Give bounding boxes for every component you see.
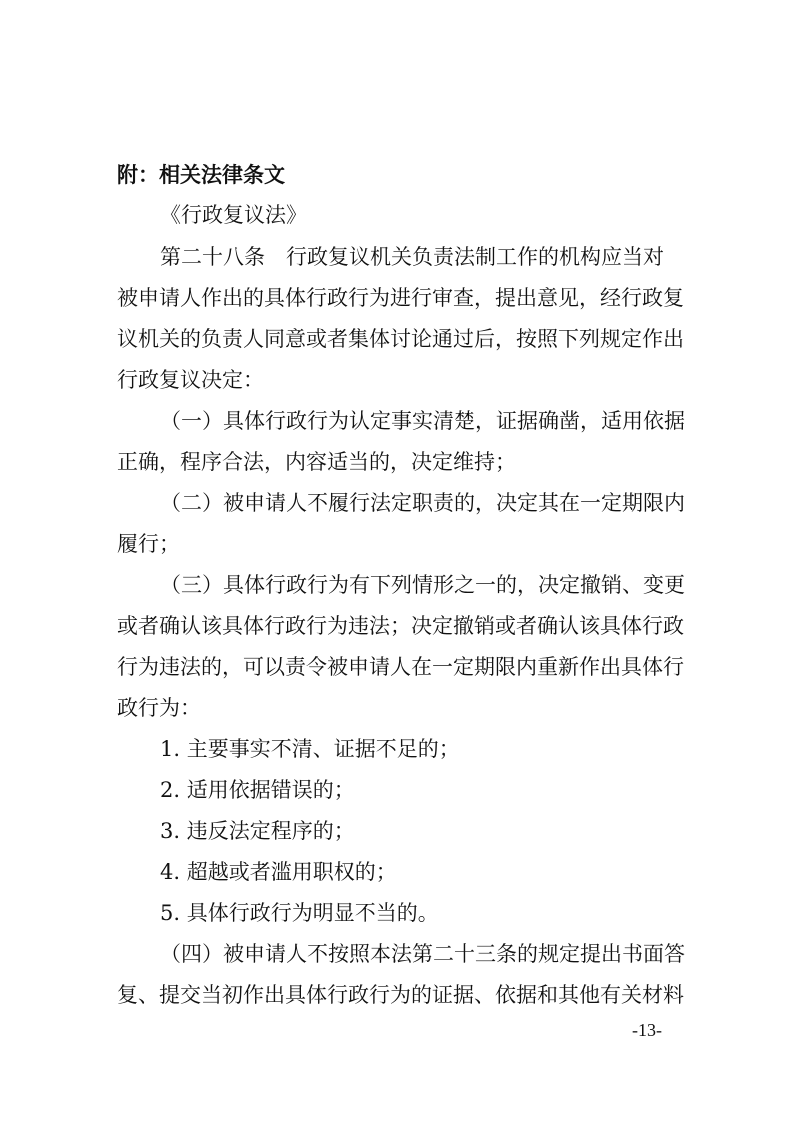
law-title: 《行政复议法》 [160, 203, 307, 227]
list-item: 5. 具体行政行为明显不当的。 [160, 901, 439, 925]
list-item: 4. 超越或者滥用职权的； [160, 860, 397, 884]
page-number: -13- [632, 1020, 662, 1040]
clause-3-line-4: 政行为： [117, 696, 201, 720]
clause-2-line-2: 履行； [117, 532, 180, 556]
article-line-4: 行政复议决定： [117, 368, 264, 392]
clause-3-line-3: 行为违法的，可以责令被申请人在一定期限内重新作出具体行 [117, 655, 684, 679]
list-item: 1. 主要事实不清、证据不足的； [160, 737, 460, 761]
clause-3-line-2: 或者确认该具体行政行为违法；决定撤销或者确认该具体行政 [117, 614, 684, 638]
list-item: 3. 违反法定程序的； [160, 819, 355, 843]
clause-4-line-2: 复、提交当初作出具体行政行为的证据、依据和其他有关材料 [117, 983, 684, 1007]
clause-1-line-1: （一）具体行政行为认定事实清楚，证据确凿，适用依据 [160, 409, 685, 433]
list-item: 2. 适用依据错误的； [160, 778, 355, 802]
appendix-heading: 附：相关法律条文 [117, 163, 285, 187]
clause-4-line-1: （四）被申请人不按照本法第二十三条的规定提出书面答 [160, 942, 685, 966]
clause-2-line-1: （二）被申请人不履行法定职责的，决定其在一定期限内 [160, 491, 685, 515]
clause-1-line-2: 正确，程序合法，内容适当的，决定维持； [117, 450, 516, 474]
article-line-2: 被申请人作出的具体行政行为进行审查，提出意见，经行政复 [117, 286, 684, 310]
clause-3-line-1: （三）具体行政行为有下列情形之一的，决定撤销、变更 [160, 573, 685, 597]
article-line-3: 议机关的负责人同意或者集体讨论通过后，按照下列规定作出 [117, 327, 684, 351]
article-line-1: 第二十八条 行政复议机关负责法制工作的机构应当对 [160, 245, 664, 269]
